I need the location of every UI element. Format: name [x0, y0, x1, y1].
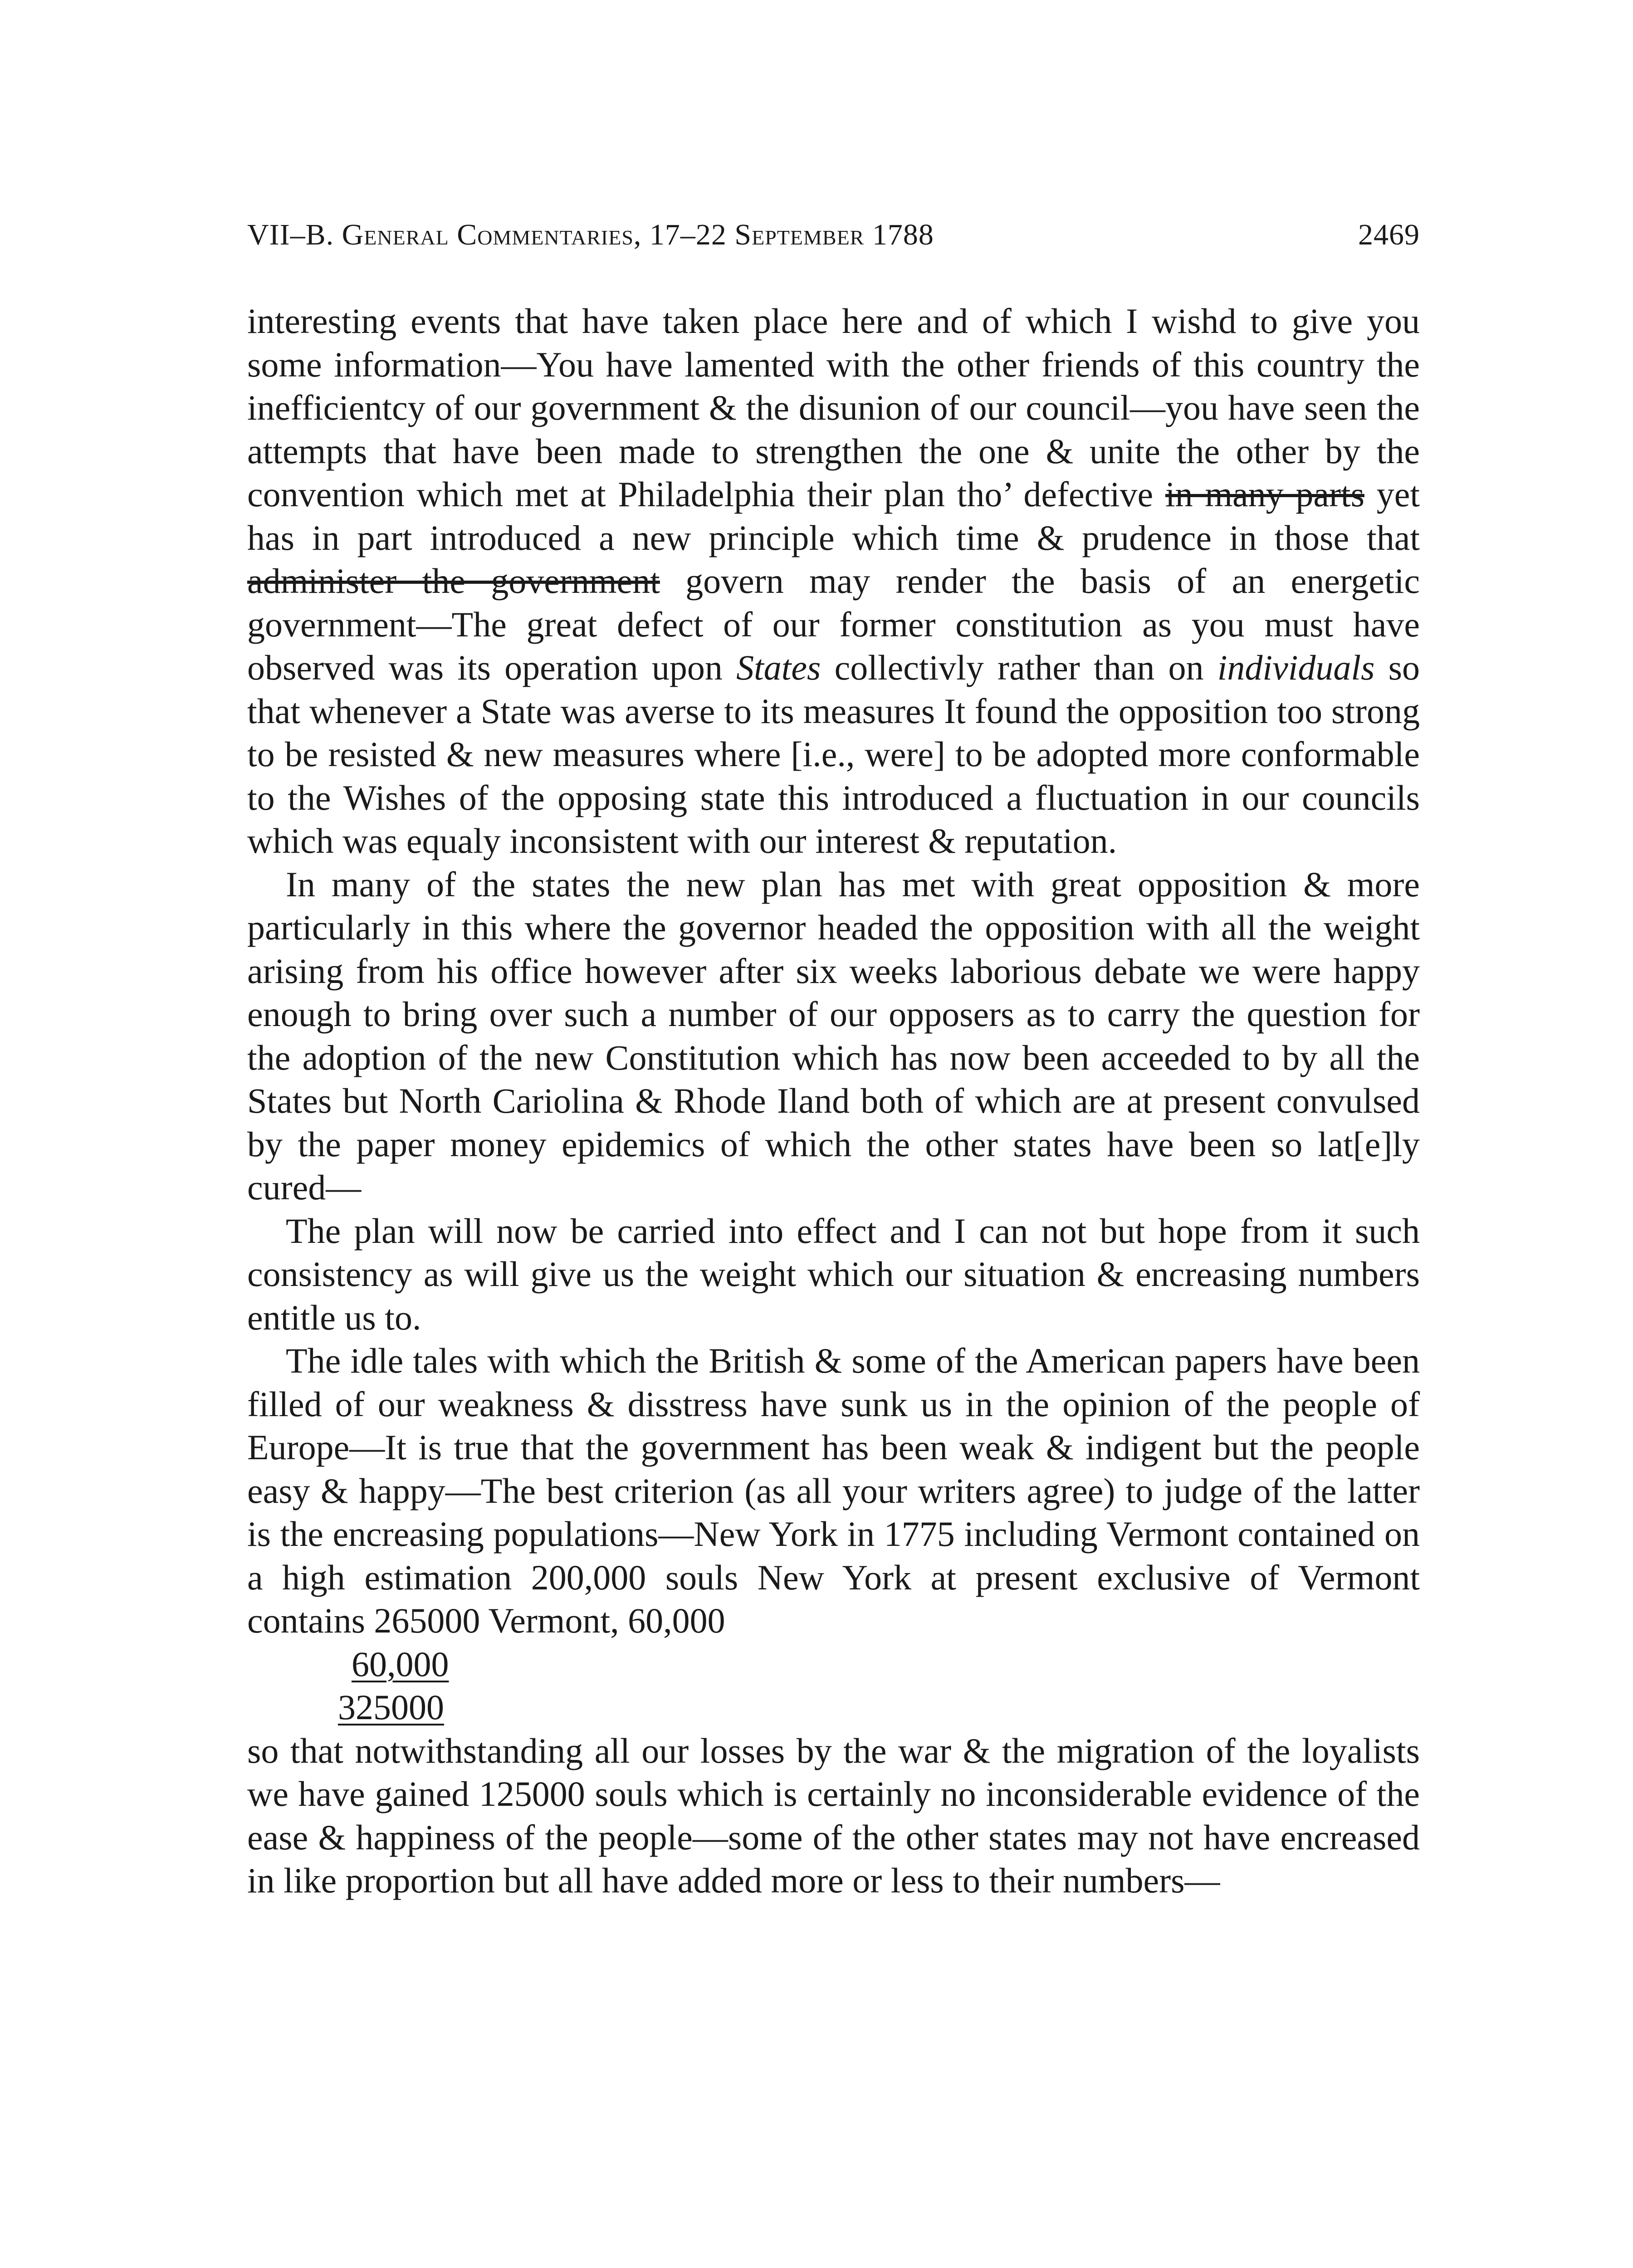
struck-text-administer-the-government: administer the government [247, 561, 660, 601]
paragraph-1 [247, 299, 1420, 863]
body-text [247, 299, 1420, 1902]
sum-addend: 60,000 [352, 1644, 449, 1684]
page-number: 2469 [1358, 218, 1420, 251]
paragraph-3: The plan will now be carried into effect and I can not but hope from it such consistency as will give us the weight which our situation & encreasing numbers entitle us to. [247, 1211, 1420, 1337]
population-sum [338, 1642, 456, 1729]
paragraph-5: so that notwithstanding all our losses by the war & the migration of the loyalists we have gained 125000 souls which is certainly no inconsiderable evidence of the ease & happiness of the people—some of the other states may not have encreased in like proportion but all have added more or less to their numbers— [247, 1730, 1420, 1900]
running-head [247, 218, 1420, 263]
italic-states: States [736, 648, 821, 687]
paragraph-2: In many of the states the new plan has met with great opposition & more particularly in this where the governor headed the opposition with all the weight arising from his office however after six weeks laborious debate we were happy enough to bring over such a number of our opposers as to carry the question for the adoption of the new Constitution which has now been acceeded to by all the States but North Cariolina & Rhode Iland both of which are at present convulsed by the paper money epidemics of which the other states have been so lat[e]ly cured— [247, 864, 1420, 1207]
paragraph-4: The idle tales with which the British & some of the American papers have been filled of our weakness & disstress have sunk us in the opinion of the people of Europe—It is true that the government has been weak & indigent but the people easy & happy—The best criterion (as all your writers agree) to judge of the latter is the encreasing populations—New York in 1775 including Vermont contained on a high estimation 200,000 souls New York at present exclusive of Vermont contains 265000 Vermont, 60,000 [247, 1341, 1420, 1640]
running-head-title: VII–B. General Commentaries, 17–22 September 1788 [247, 218, 934, 251]
paragraph-1-part-3: govern may render the basis of an energetic government—The great defect of our former constitution as you must have observed was its operation upon [247, 561, 1420, 687]
paragraph-1-part-4: collectivly rather than on [821, 648, 1217, 687]
struck-text-in-many-parts: in many parts [1165, 474, 1364, 514]
italic-individuals: individuals [1217, 648, 1375, 687]
paragraph-1-part-2: yet has in part introduced a new principle which time & prudence in those that [247, 474, 1420, 557]
paragraph-1-part-5: so that whenever a State was averse to its measures It found the opposition too strong to be resisted & new measures where [i.e., were] to be adopted more conformable to the Wishes of the opposing state this introduced a fluctuation in our councils which was equaly inconsistent with our interest & reputation. [247, 648, 1420, 860]
sum-total: 325000 [338, 1687, 444, 1727]
paragraph-1-part-1: interesting events that have taken place here and of which I wishd to give you some information—You have lamented with the other friends of this country the inefficientcy of our government & the disunion of our council—you have seen the attempts that have been made to strengthen the one & unite the other by the convention which met at Philadelphia their plan tho’ defective [247, 301, 1420, 514]
